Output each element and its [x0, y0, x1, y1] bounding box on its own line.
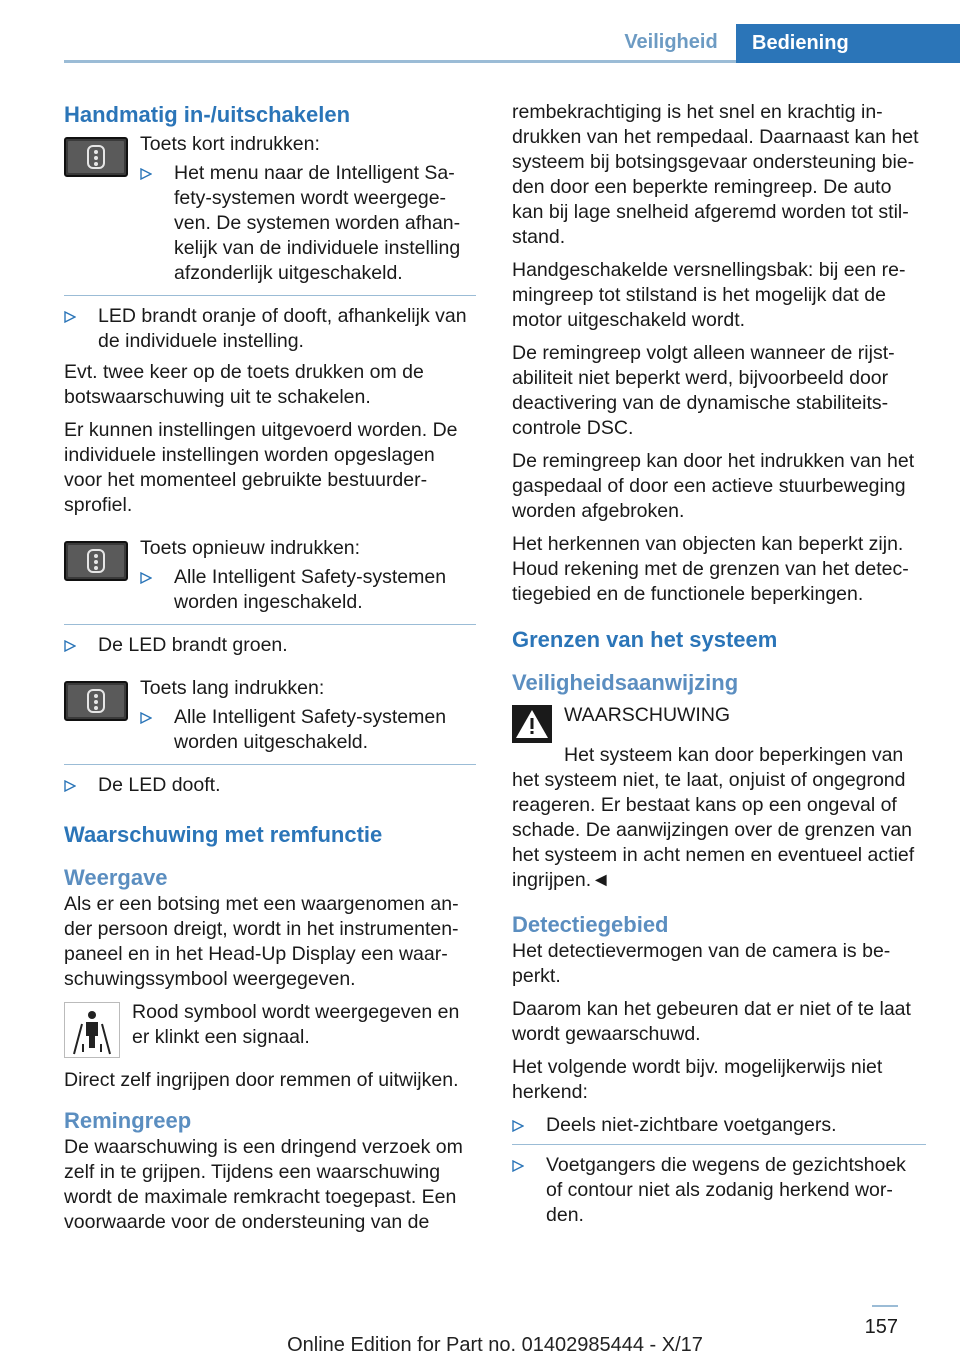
- safety-button-icon: [64, 137, 128, 177]
- triangle-bullet-icon: [64, 640, 76, 652]
- warning-triangle-icon: [512, 705, 552, 743]
- divider: [512, 1144, 926, 1145]
- triangle-bullet-icon: [64, 311, 76, 323]
- press-again-bullet: De LED brandt groen.: [98, 634, 288, 656]
- pedestrian-warning-icon: [64, 1002, 120, 1058]
- press-again-sub-bullet: Alle Intelligent Safety-systemen worden ingeschakeld.: [174, 566, 447, 613]
- safety-button-icon: [64, 681, 128, 721]
- left-column: [64, 100, 476, 1243]
- long-press-bullet: De LED dooft.: [98, 774, 221, 796]
- long-press-block: [64, 676, 476, 761]
- triangle-bullet-icon: [512, 1160, 524, 1172]
- paragraph: Handgeschakelde versnellingsbak: bij een re‐ mingreep tot stilstand is het mogelijk dat de motor uitgeschakeld wordt.: [512, 259, 906, 331]
- press-again-label: Toets opnieuw indrukken:: [140, 537, 361, 559]
- divider: [64, 624, 476, 625]
- subheading-detection: Detectiegebied: [512, 912, 669, 937]
- paragraph: Het volgende wordt bijv. mogelijkerwijs niet herkend:: [512, 1056, 883, 1103]
- short-press-bullet: LED brandt oranje of dooft, afhankelijk van de individuele instelling.: [98, 305, 467, 352]
- paragraph: De remingreep volgt alleen wanneer de rijst‐ abiliteit niet beperkt werd, bijvoorbeeld door deactivering van de dynamische stabiliteits‐ controle DSC.: [512, 342, 895, 439]
- detect-bullet: Voetgangers die wegens de gezichtshoek of contour niet als zodanig herkend wor‐ den.: [546, 1154, 906, 1226]
- heading-brake-warning: Waarschuwing met remfunctie: [64, 822, 383, 847]
- right-column: [512, 100, 926, 1234]
- heading-system-limits: Grenzen van het systeem: [512, 627, 778, 652]
- tab-veiligheid[interactable]: Veiligheid: [624, 31, 718, 53]
- footer-edition: Online Edition for Part no. 01402985444 - X/17: [287, 1334, 703, 1356]
- triangle-bullet-icon: [140, 168, 152, 180]
- list-item: [64, 773, 476, 798]
- divider: [64, 295, 476, 296]
- paragraph: Daarom kan het gebeuren dat er niet of te laat wordt gewaarschuwd.: [512, 998, 911, 1045]
- footer-rule: [872, 1305, 898, 1307]
- list-item: [512, 1153, 926, 1228]
- red-symbol-text: Rood symbool wordt weergegeven en er klinkt een signaal.: [132, 1001, 460, 1048]
- safety-button-icon: [64, 541, 128, 581]
- triangle-bullet-icon: [512, 1120, 524, 1132]
- long-press-label: Toets lang indrukken:: [140, 677, 325, 699]
- list-item: [512, 1113, 926, 1138]
- heading-manual-switch: Handmatig in-/uitschakelen: [64, 102, 351, 127]
- triangle-bullet-icon: [64, 780, 76, 792]
- triangle-bullet-icon: [140, 572, 152, 584]
- paragraph: Evt. twee keer op de toets drukken om de botswaarschuwing uit te schakelen.: [64, 361, 424, 408]
- list-item: [64, 633, 476, 658]
- detect-bullet: Deels niet-zichtbare voetgangers.: [546, 1114, 837, 1136]
- warning-text: Het systeem kan door beperkingen van het systeem niet, te laat, onjuist of ongegrond reageren. Er bestaat kans op een ongeval of schade. De aanwijzingen over de grenzen van het systeem in acht nemen en eventueel actief ingrijpen.◄: [512, 744, 915, 891]
- tab-bediening[interactable]: Bediening: [736, 24, 960, 63]
- paragraph: Het detectievermogen van de camera is be‐ perkt.: [512, 940, 891, 987]
- paragraph: De remingreep kan door het indrukken van het gaspedaal of door een actieve stuurbeweging worden afgebroken.: [512, 450, 915, 522]
- warning-title: WAARSCHUWING: [564, 704, 731, 726]
- short-press-block: [64, 132, 476, 292]
- list-item: [140, 161, 476, 286]
- paragraph: Als er een botsing met een waargenomen an‐ der persoon dreigt, wordt in het instrumenten‐ paneel en in het Head-Up Display een waar‐ schuwingssymbool weergegeven.: [64, 893, 459, 990]
- paragraph: De waarschuwing is een dringend verzoek om zelf in te grijpen. Tijdens een waarschuwing wordt de maximale remkracht toegepast. Een voorwaarde voor de ondersteuning van de: [64, 1136, 463, 1233]
- triangle-bullet-icon: [140, 712, 152, 724]
- subheading-brake: Remingreep: [64, 1108, 192, 1133]
- red-symbol-block: [64, 1000, 476, 1058]
- divider: [64, 764, 476, 765]
- paragraph: Er kunnen instellingen uitgevoerd worden. De individuele instellingen worden opgeslagen voor het momenteel gebruikte bestuurder‐ sprofiel.: [64, 419, 458, 516]
- press-again-block: [64, 536, 476, 621]
- short-press-sub-bullet: Het menu naar de Intelligent Sa‐ fety-systemen wordt weergege‐ ven. De systemen worden afhan‐ kelijk van de individuele instelling afzonderlijk uitgeschakeld.: [174, 162, 461, 284]
- paragraph: Het herkennen van objecten kan beperkt zijn. Houd rekening met de grenzen van het detec‐ tiegebied en de functionele beperkingen.: [512, 533, 909, 605]
- paragraph: rembekrachtiging is het snel en krachtig in‐ drukken van het rempedaal. Daarnaast kan het systeem bij botsingsgevaar ondersteuning bie‐ den door een beperkte remingreep. De auto kan bij lage snelheid afgeremd worden tot stil‐ stand.: [512, 101, 919, 248]
- paragraph: Direct zelf ingrijpen door remmen of uitwijken.: [64, 1069, 459, 1091]
- subheading-safety-note: Veiligheidsaanwijzing: [512, 670, 739, 695]
- list-item: [140, 705, 476, 755]
- short-press-label: Toets kort indrukken:: [140, 133, 320, 155]
- list-item: [140, 565, 476, 615]
- list-item: [64, 304, 476, 354]
- subheading-display: Weergave: [64, 865, 168, 890]
- page-number: 157: [864, 1316, 898, 1338]
- long-press-sub-bullet: Alle Intelligent Safety-systemen worden uitgeschakeld.: [174, 706, 447, 753]
- warning-block: [512, 703, 926, 743]
